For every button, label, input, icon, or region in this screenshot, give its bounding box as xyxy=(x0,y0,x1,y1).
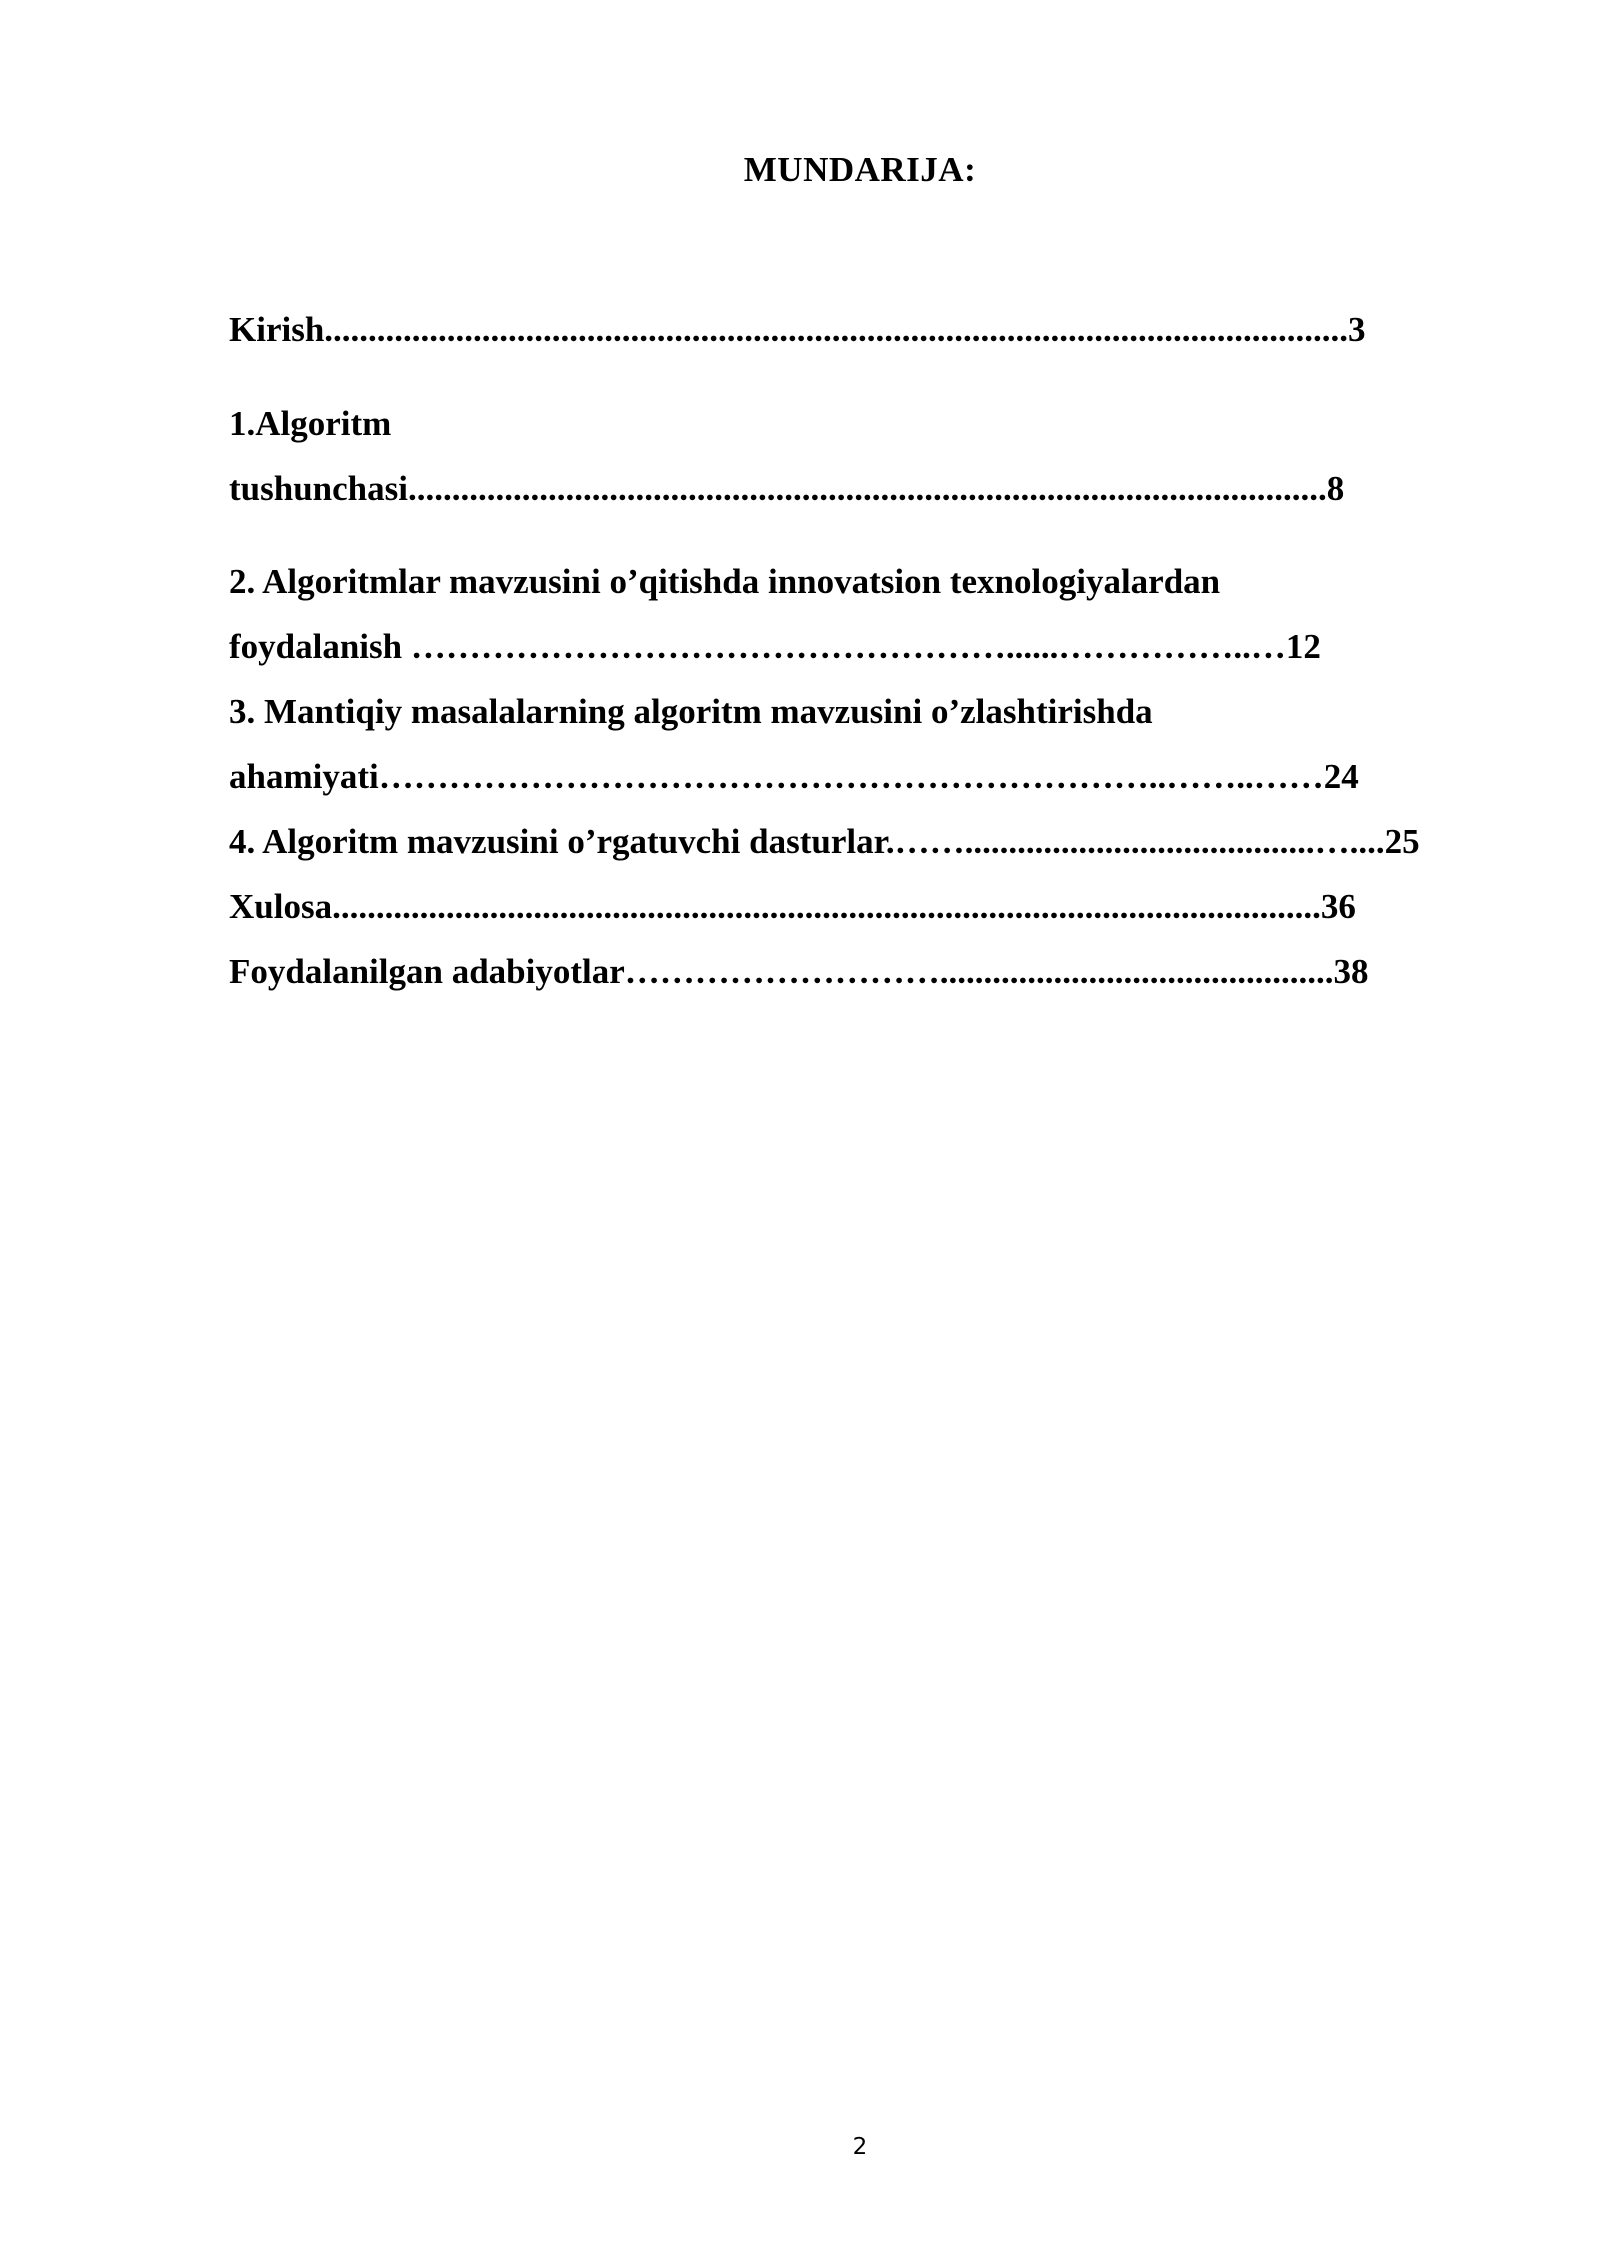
toc-entry-1-line-2[interactable]: tushunchasi.........................................................................................................8 xyxy=(229,469,1345,508)
toc-entry-2-line-2[interactable]: foydalanish ……………………………………………......……………..…12 xyxy=(229,627,1321,666)
toc-entry-1-line-1[interactable]: 1.Algoritm xyxy=(229,404,392,443)
toc-entry-3-line-2[interactable]: ahamiyati…………………………………………………………..……..……24 xyxy=(229,757,1359,796)
toc-entry-xulosa[interactable]: Xulosa.................................................................................................................36 xyxy=(229,887,1356,926)
toc-entry-adabiyotlar[interactable]: Foydalanilgan adabiyotlar……………………….............................................38 xyxy=(229,952,1369,991)
toc-entry-4[interactable]: 4. Algoritm mavzusini o’rgatuvchi dasturlar.……........................................…....25 xyxy=(229,822,1420,861)
toc-entry-3-line-1[interactable]: 3. Mantiqiy masalalarning algoritm mavzusini o’zlashtirishda xyxy=(229,692,1153,731)
toc-entry-2-line-1[interactable]: 2. Algoritmlar mavzusini o’qitishda innovatsion texnologiyalardan xyxy=(229,562,1221,601)
page-number: 2 xyxy=(852,2134,868,2160)
toc-entry-kirish[interactable]: Kirish.....................................................................................................................3 xyxy=(229,310,1366,349)
page-title: MUNDARIJA: xyxy=(743,150,977,189)
